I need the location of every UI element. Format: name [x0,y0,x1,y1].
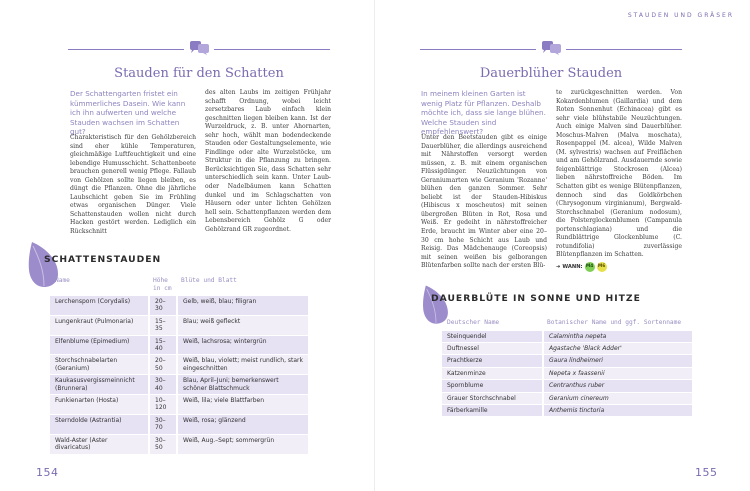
plant-name: Elfenblume (Epimedium) [50,336,148,355]
running-head: STAUDEN UND GRÄSER [627,12,734,19]
botanical-name: Agastache 'Black Adder' [542,343,692,354]
botanical-name: Anthemis tinctoria [542,405,692,416]
botanical-name: Calamintha nepeta [542,331,692,342]
table-row [50,316,308,335]
german-name: Spornblume [442,380,542,391]
table-heading: SCHATTENSTAUDEN [44,254,162,265]
page-number: 155 [695,466,718,479]
speech-bubbles-icon [540,40,562,56]
botanical-name: Geranium cinereum [542,393,692,404]
column-header-bloom: Blüte und Blatt [181,277,237,284]
table-row [442,355,692,366]
month-dot: M4 [585,262,595,272]
plant-height: 30–40 [148,375,176,394]
plant-height: 15–35 [148,316,176,335]
table-row [442,368,692,379]
wann-label: WANN: [562,264,583,270]
arrow-icon: ➜ [556,264,561,270]
title-ornament [68,38,330,58]
german-name: Prachtkerze [442,355,542,366]
plant-height: 10–120 [148,395,176,414]
plant-bloom: Blau; weiß gefleckt [176,316,308,335]
table-row [50,296,308,315]
table-row [442,331,692,342]
german-name: Grauer Storchschnabel [442,393,542,404]
plant-name: Kaukasusvergissmeinnicht (Brunnera) [50,375,148,394]
plant-name: Storchschnabelarten (Geranium) [50,355,148,374]
plant-name: Lerchensporn (Corydalis) [50,296,148,315]
table-row [442,393,692,404]
right-page [375,0,750,491]
botanical-name: Gaura lindheimeri [542,355,692,366]
german-name: Färberkamille [442,405,542,416]
column-header-height: Höhe in cm [153,277,172,292]
speech-bubbles-icon [188,40,210,56]
month-dot: M6 [597,262,607,272]
column-header-german-name: Deutscher Name [447,319,500,326]
german-name: Duftnessel [442,343,542,354]
column-header-name: Name [55,277,70,284]
plant-name: Funkienarten (Hosta) [50,395,148,414]
plant-height: 30–70 [148,415,176,434]
plant-height: 30–50 [148,435,176,454]
page-title: Dauerblüher Stauden [479,66,623,81]
botanical-name: Nepeta x faassenii [542,368,692,379]
long-bloom-table [442,318,692,417]
table-row [50,395,308,414]
botanical-name: Centranthus ruber [542,380,692,391]
body-column-2: des alten Laubs im zeitigen Frühjahr schafft Ordnung, wobei leicht zersetzbares Laub einfach klein geschnitten liegen bleiben kann. Ist der Wurzeldruck, z. B. unter Ahornarten, sehr hoch, wählt man bodendeckende Stauden oder Gestaltungselemente, wie Findlinge oder alte Wurzelstöcke, um Struktur in die Pflanzung zu bringen. Berücksichtigen Sie, dass Schatten sehr unterschiedlich sein kann. Unter Laub- oder Nadelbäumen kann Schatten dunkel und im Schlagschatten von Häusern oder unter lichten Gehölzen hell sein. Schattenpflanzen werden dem Lebensbereich Gehölz G oder Gehölzrand GR zugeordnet. [205,89,331,233]
plant-bloom: Weiß, rosa; glänzend [176,415,308,434]
table-row [442,343,692,354]
column-header-botanical-name: Botanischer Name und ggf. Sortenname [547,319,682,326]
table-row [50,336,308,355]
plant-name: Lungenkraut (Pulmonaria) [50,316,148,335]
table-heading: DAUERBLÜTE IN SONNE UND HITZE [431,293,641,304]
plant-height: 20–30 [148,296,176,315]
body-column-1: Charakteristisch für den Gehölzbereich sind eher kühle Temperaturen, gleichmäßige Luftfeuchtigkeit und eine lebendige Humusschicht. Schattenbeete brauchen generell wenig Pflege. Fallaub von Gehölzen sollte liegen bleiben, es düngt die Pflanzen. Ohne die jährliche Laubschicht geben Sie im Frühling etwas organischen Dünger. Viele Schattenstauden wollen nicht durch Hacken gestört werden. Lediglich ein Rückschnitt [70,134,196,236]
wann-indicator [556,262,607,272]
plant-name: Wald-Aster (Aster divaricatus) [50,435,148,454]
plant-bloom: Weiß, blau, violett; meist rundlich, stark eingeschnitten [176,355,308,374]
plant-height: 20–50 [148,355,176,374]
shade-perennials-table [50,276,308,455]
table-row [442,405,692,416]
page-title: Stauden für den Schatten [114,66,284,81]
plant-bloom: Blau, April–Juni; bemerkenswert schöner Blattschmuck [176,375,308,394]
lead-question: Der Schattengarten fristet ein kümmerliches Dasein. Wie kann ich ihn aufwerten und welche Stauden wachsen im Schatten gut? [70,89,186,137]
page-number: 154 [36,466,59,479]
lead-question: In meinem kleinen Garten ist wenig Platz für Pflanzen. Deshalb möchte ich, dass sie lange blühen. Welche Stauden sind empfehlenswert? [421,89,546,137]
table-row [50,375,308,394]
german-name: Katzenminze [442,368,542,379]
plant-bloom: Weiß, Aug.–Sept; sommergrün [176,435,308,454]
plant-name: Sterndolde (Astrantia) [50,415,148,434]
table-row [50,435,308,454]
table-row [50,415,308,434]
table-row [50,355,308,374]
plant-height: 15–40 [148,336,176,355]
plant-bloom: Weiß, lachsrosa; wintergrün [176,336,308,355]
body-column-2: te zurückgeschnitten werden. Von Kokardenblumen (Gaillardia) und dem Roten Sonnenhut (Echinacea) gibt es sehr viele blühstabile Neuzüchtungen. Auch einige Malven sind Dauerblüher. Moschus-Malven (Malva moschata), Rosenpappel (M. alcea), Wilde Malven (M. sylvestris) wachsen auf Freiflächen und am Gehölzrand. Ausdauernde sowie feigenblättrige Stockrosen (Alcea) lieben nährstoffreiche Böden. Im Schatten gibt es wenige Blütenpflanzen, dennoch sind das Goldkörbchen (Chrysogonum virginianum), Bergwald-Storchschnabel (Geranium nodosum), die Polsterglockenblumen (Campanula portenschlagiana) und die Rundblättrige Glockenblume (C. rotundifolia) zuverlässige Blütenpflanzen im Schatten. [556,89,682,259]
german-name: Steinquendel [442,331,542,342]
plant-bloom: Weiß, lila; viele Blattfarben [176,395,308,414]
plant-bloom: Gelb, weiß, blau; filigran [176,296,308,315]
table-row [442,380,692,391]
title-ornament [420,38,682,58]
body-column-1: Unter den Beetstauden gibt es einige Dauerblüher, die allerdings ausreichend mit Nährstoffen versorgt werden müssen, z. B. mit einem organischen Flüssigdünger. Neuzüchtungen von Geraniumarten wie Geranium 'Rozanne' blühen den ganzen Sommer. Sehr beliebt ist der Stauden-Hibiskus (Hibiscus x moscheutos) mit seinen übergroßen Blüten in Rot, Rosa und Weiß. Er gedeiht in nährstoffreicher Erde, braucht im Winter aber eine 20–30 cm hohe Schicht aus Laub und Reisig. Das Mädchenauge (Coreopsis) mit seinen weißen bis gelborangen Blütenfarben sollte nach der ersten Blü- [421,134,547,270]
